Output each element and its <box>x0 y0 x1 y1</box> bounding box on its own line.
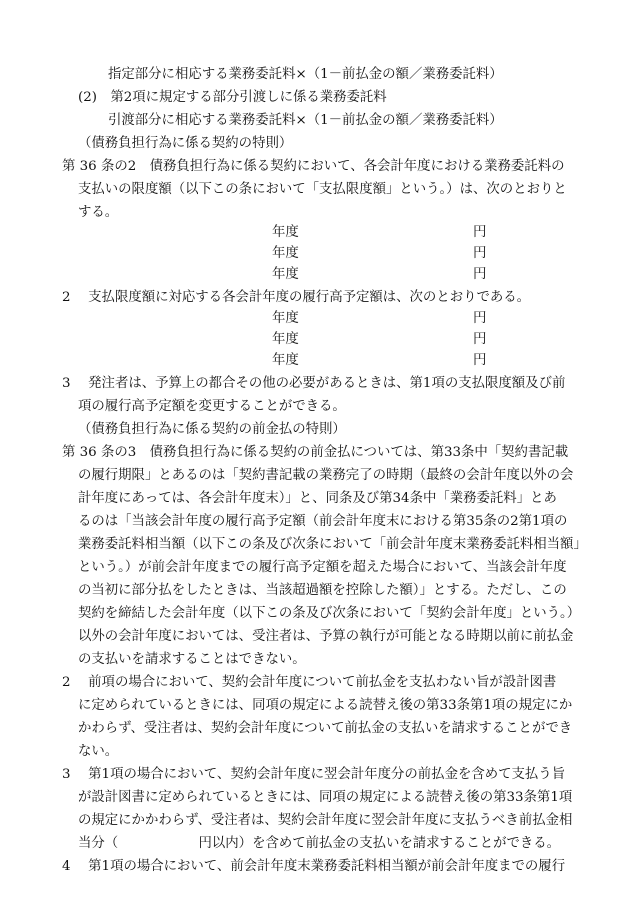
text-line: 以外の会計年度においては、受注者は、予算の執行が可能となる時期以前に前払金 <box>78 629 574 644</box>
year-label: 年度 <box>272 311 299 326</box>
year-label: 年度 <box>272 225 299 240</box>
year-label: 年度 <box>272 353 299 368</box>
yen-label: 円 <box>473 246 487 261</box>
text-line: 業務委託料相当額（以下この条及び次条において「前会計年度末業務委託料相当額」 <box>78 537 587 552</box>
yen-label: 円 <box>473 332 487 347</box>
yen-label: 円 <box>473 225 487 240</box>
text-line: の支払いを請求することはできない。 <box>78 652 306 667</box>
text-line: 項の履行高予定額を変更することができる。 <box>78 399 346 414</box>
text-line: という。）が前会計年度までの履行高予定額を超えた場合において、当該会計年度 <box>78 560 567 575</box>
text-line: ない。 <box>78 744 119 759</box>
text-line: の規定にかかわらず、受注者は、契約会計年度に翌会計年度に支払うべき前払金相 <box>78 813 573 828</box>
year-label: 年度 <box>272 246 299 261</box>
section-heading: （債務負担行為に係る契約の特則） <box>78 136 293 151</box>
yen-label: 円 <box>473 267 487 282</box>
yen-label: 円 <box>473 311 487 326</box>
paragraph-2: 2 前項の場合において、契約会計年度について前払金を支払わない旨が設計図書 <box>62 675 557 690</box>
text-line: の当初に部分払をしたときは、当該超過額を控除した額）」とする。ただし、この <box>78 583 567 598</box>
text-line: 引渡部分に相応する業務委託料×（1－前払金の額／業務委託料） <box>108 113 503 128</box>
section-heading: （債務負担行為に係る契約の前金払の特則） <box>78 422 346 437</box>
paragraph-4: 4 第1項の場合において、前会計年度末業務委託料相当額が前会計年度までの履行 <box>62 859 566 874</box>
paragraph-2: 2 支払限度額に対応する各会計年度の履行高予定額は、次のとおりである。 <box>62 290 531 305</box>
yen-label: 円 <box>473 353 487 368</box>
text-line: する。 <box>78 205 119 220</box>
text-line: が設計図書に定められているときには、同項の規定による読替え後の第33条第1項 <box>78 790 573 805</box>
article-heading: 第 36 条の3 債務負担行為に係る契約の前金払については、第33条中「契約書記載 <box>62 445 569 460</box>
year-label: 年度 <box>272 332 299 347</box>
text-line: に定められているときには、同項の規定による読替え後の第33条第1項の規定にか <box>78 698 573 713</box>
year-label: 年度 <box>272 267 299 282</box>
text-line: 当分（ 円以内）を含めて前払金の支払いを請求することができる。 <box>78 836 561 851</box>
text-line: 支払いの限度額（以下この条において「支払限度額」という。）は、次のとおりと <box>78 182 567 197</box>
text-line: 計年度にあっては、各会計年度末）」と、同条及び第34条中「業務委託料」とあ <box>78 491 557 506</box>
text-line: 契約を締結した会計年度（以下この条及び次条において「契約会計年度」という。） <box>78 606 581 621</box>
text-line: かわらず、受注者は、契約会計年度について前払金の支払いを請求することができ <box>78 721 573 736</box>
text-line: るのは「当該会計年度の履行高予定額（前会計年度末における第35条の2第1項の <box>78 514 568 529</box>
text-line: (2) 第2項に規定する部分引渡しに係る業務委託料 <box>78 90 387 105</box>
text-line: の履行期限」とあるのは「契約書記載の業務完了の時期（最終の会計年度以外の会 <box>78 468 574 483</box>
paragraph-3: 3 第1項の場合において、契約会計年度に翌会計年度分の前払金を含めて支払う旨 <box>62 767 566 782</box>
article-heading: 第 36 条の2 債務負担行為に係る契約において、各会計年度における業務委託料の <box>62 159 565 174</box>
paragraph-3: 3 発注者は、予算上の都合その他の必要があるときは、第1項の支払限度額及び前 <box>62 376 566 391</box>
text-line: 指定部分に相応する業務委託料×（1－前払金の額／業務委託料） <box>108 67 503 82</box>
